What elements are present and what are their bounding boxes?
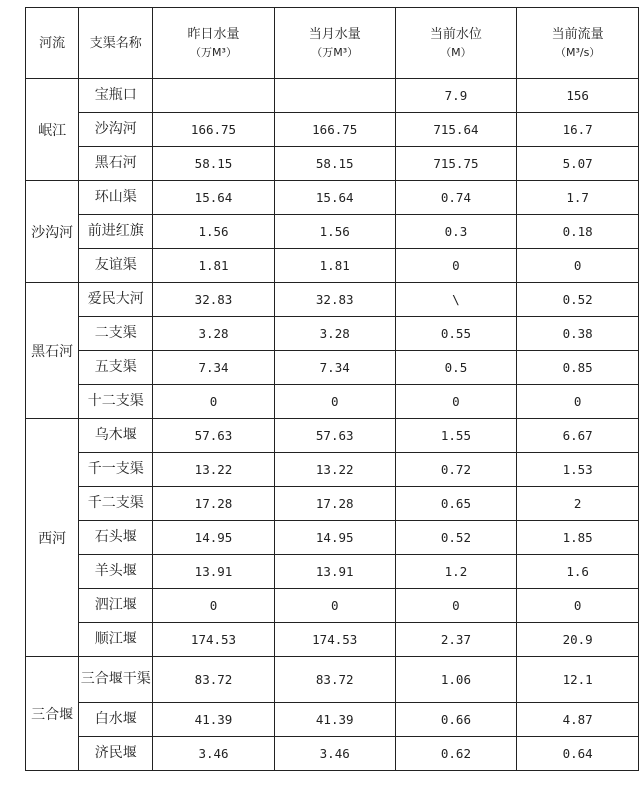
header-level-unit: （M） [440, 46, 472, 59]
flow-cell: 20.9 [517, 623, 639, 657]
flow-cell: 1.6 [517, 555, 639, 589]
flow-cell: 5.07 [517, 147, 639, 181]
yesterday-cell: 57.63 [153, 419, 275, 453]
yesterday-cell: 0 [153, 589, 275, 623]
yesterday-cell: 58.15 [153, 147, 275, 181]
yesterday-cell: 3.28 [153, 317, 275, 351]
river-cell: 黑石河 [26, 283, 79, 419]
branch-name-cell: 黑石河 [79, 147, 153, 181]
level-cell: 1.06 [395, 657, 517, 703]
level-cell: \ [395, 283, 517, 317]
yesterday-cell: 32.83 [153, 283, 275, 317]
table-body [26, 79, 639, 771]
header-month-unit: （万M³） [311, 46, 359, 59]
table-row [26, 589, 639, 623]
month-cell: 174.53 [274, 623, 395, 657]
header-month-label: 当月水量 [308, 27, 361, 42]
month-cell: 32.83 [274, 283, 395, 317]
month-cell: 0 [274, 589, 395, 623]
table-row [26, 521, 639, 555]
flow-cell: 1.53 [517, 453, 639, 487]
river-cell: 岷江 [26, 79, 79, 181]
level-cell: 0.52 [395, 521, 517, 555]
yesterday-cell: 41.39 [153, 703, 275, 737]
level-cell: 1.2 [395, 555, 517, 589]
level-cell: 7.9 [395, 79, 517, 113]
table-row [26, 79, 639, 113]
month-cell: 15.64 [274, 181, 395, 215]
level-cell: 0 [395, 385, 517, 419]
table-row [26, 317, 639, 351]
header-level-label: 当前水位 [429, 27, 482, 42]
level-cell: 0.62 [395, 737, 517, 771]
level-cell: 715.64 [395, 113, 517, 147]
header-yesterday-volume [153, 8, 275, 79]
table-row [26, 215, 639, 249]
header-row [26, 8, 639, 79]
month-cell: 1.81 [274, 249, 395, 283]
table-row [26, 385, 639, 419]
yesterday-cell: 7.34 [153, 351, 275, 385]
month-cell: 83.72 [274, 657, 395, 703]
yesterday-cell: 166.75 [153, 113, 275, 147]
branch-name-cell: 千二支渠 [79, 487, 153, 521]
header-flow-unit: （M³/s） [554, 46, 601, 59]
month-cell: 0 [274, 385, 395, 419]
header-flow-rate [517, 8, 639, 79]
branch-name-cell: 五支渠 [79, 351, 153, 385]
month-cell: 3.28 [274, 317, 395, 351]
yesterday-cell: 14.95 [153, 521, 275, 555]
river-cell: 三合堰 [26, 657, 79, 771]
yesterday-cell: 3.46 [153, 737, 275, 771]
level-cell: 0 [395, 589, 517, 623]
branch-name-cell: 环山渠 [79, 181, 153, 215]
branch-name-cell: 宝瓶口 [79, 79, 153, 113]
level-cell: 0.65 [395, 487, 517, 521]
table-row [26, 419, 639, 453]
month-cell: 58.15 [274, 147, 395, 181]
flow-cell: 4.87 [517, 703, 639, 737]
month-cell: 166.75 [274, 113, 395, 147]
flow-cell: 0 [517, 249, 639, 283]
table-row [26, 181, 639, 215]
yesterday-cell: 83.72 [153, 657, 275, 703]
month-cell: 17.28 [274, 487, 395, 521]
branch-name-cell: 沙沟河 [79, 113, 153, 147]
branch-name-cell: 友谊渠 [79, 249, 153, 283]
branch-name-cell: 三合堰干渠 [79, 657, 153, 703]
header-water-level [395, 8, 517, 79]
water-data-table [25, 7, 639, 771]
flow-cell: 156 [517, 79, 639, 113]
yesterday-cell: 15.64 [153, 181, 275, 215]
flow-cell: 0 [517, 589, 639, 623]
table-row [26, 249, 639, 283]
flow-cell: 0 [517, 385, 639, 419]
level-cell: 1.55 [395, 419, 517, 453]
river-cell: 西河 [26, 419, 79, 657]
level-cell: 0 [395, 249, 517, 283]
branch-name-cell: 石头堰 [79, 521, 153, 555]
yesterday-cell: 1.81 [153, 249, 275, 283]
month-cell: 3.46 [274, 737, 395, 771]
flow-cell: 1.85 [517, 521, 639, 555]
month-cell [274, 79, 395, 113]
table-row [26, 703, 639, 737]
branch-name-cell: 爱民大河 [79, 283, 153, 317]
table-row [26, 487, 639, 521]
flow-cell: 6.67 [517, 419, 639, 453]
table-row [26, 657, 639, 703]
level-cell: 0.66 [395, 703, 517, 737]
branch-name-cell: 十二支渠 [79, 385, 153, 419]
table-row [26, 737, 639, 771]
flow-cell: 0.85 [517, 351, 639, 385]
yesterday-cell: 1.56 [153, 215, 275, 249]
level-cell: 0.55 [395, 317, 517, 351]
month-cell: 14.95 [274, 521, 395, 555]
header-river: 河流 [26, 8, 79, 79]
flow-cell: 0.38 [517, 317, 639, 351]
header-yesterday-unit: （万M³） [190, 46, 237, 59]
month-cell: 57.63 [274, 419, 395, 453]
flow-cell: 0.18 [517, 215, 639, 249]
table-row [26, 555, 639, 589]
flow-cell: 0.64 [517, 737, 639, 771]
yesterday-cell: 13.91 [153, 555, 275, 589]
table-row [26, 147, 639, 181]
yesterday-cell: 0 [153, 385, 275, 419]
level-cell: 0.3 [395, 215, 517, 249]
branch-name-cell: 二支渠 [79, 317, 153, 351]
header-yesterday-label: 昨日水量 [187, 27, 240, 42]
flow-cell: 0.52 [517, 283, 639, 317]
yesterday-cell: 17.28 [153, 487, 275, 521]
header-flow-label: 当前流量 [551, 27, 604, 42]
yesterday-cell [153, 79, 275, 113]
level-cell: 0.74 [395, 181, 517, 215]
level-cell: 2.37 [395, 623, 517, 657]
river-cell: 沙沟河 [26, 181, 79, 283]
header-branch-name: 支渠名称 [79, 8, 153, 79]
header-month-volume [274, 8, 395, 79]
branch-name-cell: 济民堰 [79, 737, 153, 771]
flow-cell: 16.7 [517, 113, 639, 147]
month-cell: 41.39 [274, 703, 395, 737]
level-cell: 715.75 [395, 147, 517, 181]
level-cell: 0.5 [395, 351, 517, 385]
flow-cell: 2 [517, 487, 639, 521]
table-row [26, 623, 639, 657]
yesterday-cell: 174.53 [153, 623, 275, 657]
table-row [26, 113, 639, 147]
month-cell: 13.22 [274, 453, 395, 487]
level-cell: 0.72 [395, 453, 517, 487]
branch-name-cell: 白水堰 [79, 703, 153, 737]
table-row [26, 351, 639, 385]
yesterday-cell: 13.22 [153, 453, 275, 487]
branch-name-cell: 千一支渠 [79, 453, 153, 487]
table-row [26, 453, 639, 487]
month-cell: 7.34 [274, 351, 395, 385]
branch-name-cell: 羊头堰 [79, 555, 153, 589]
branch-name-cell: 乌木堰 [79, 419, 153, 453]
branch-name-cell: 顺江堰 [79, 623, 153, 657]
flow-cell: 12.1 [517, 657, 639, 703]
branch-name-cell: 前进红旗 [79, 215, 153, 249]
month-cell: 13.91 [274, 555, 395, 589]
month-cell: 1.56 [274, 215, 395, 249]
branch-name-cell: 泗江堰 [79, 589, 153, 623]
table-row [26, 283, 639, 317]
flow-cell: 1.7 [517, 181, 639, 215]
